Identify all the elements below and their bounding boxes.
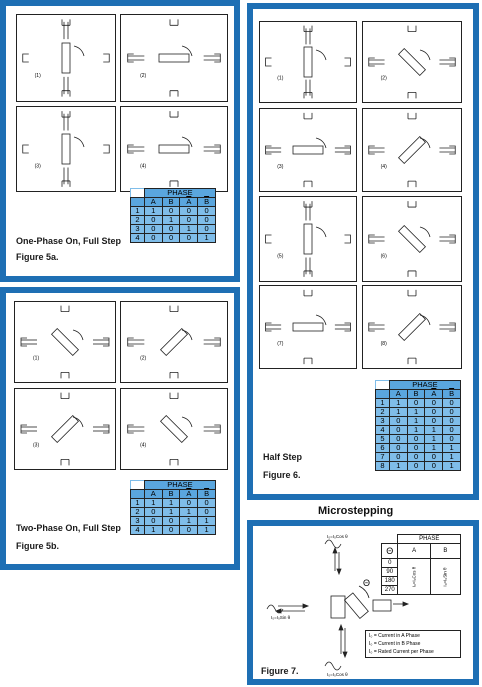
stator-pole-left [369,235,375,243]
fig6-cell-5 [259,196,357,282]
micro-table-header: PHASE [398,535,461,544]
micro-angle-180: 180 [382,577,398,586]
rotor-bar [293,323,323,331]
label-top-current: I₀=I₀Cos θ [327,534,348,539]
motor-diagram [260,109,356,191]
fig5b-cell-1 [14,301,116,383]
phase-cell: 0 [162,207,180,216]
figure-7-inner [253,526,473,679]
micro-legend-box [365,630,461,658]
figure-6-inner [253,9,473,494]
motor-diagram [121,15,227,101]
stator-pole-right [103,145,109,153]
phase-cell: 1 [376,399,390,408]
micro-col-a-formula: I₀=I₀Cos θ [411,566,417,587]
stator-pole-bottom [62,91,70,97]
phase-cell: 1 [162,508,180,517]
stator-pole-left [266,146,272,154]
fig6-cell-4 [362,108,462,192]
phase-header: PHASE [389,381,460,390]
rotation-arrow [73,330,83,340]
phase-col-0: A [144,198,162,207]
stator-pole-bottom [304,181,312,187]
fig7-caption: Figure 7. [261,666,299,676]
rotor-bar [344,593,368,618]
phase-col-1: B [162,198,180,207]
phase-cell: 0 [389,435,407,444]
fig5a-cell-1 [16,14,116,102]
phase-cell: 8 [376,462,390,471]
fig6-cell-1 [259,21,357,103]
stator-pole-right [214,145,220,153]
step-label: (8) [380,341,387,348]
stator-pole-right [344,146,350,154]
phase-cell: 0 [180,526,198,535]
phase-cell: 0 [443,435,461,444]
stator-pole-right [449,58,455,66]
step-label: (2) [380,75,387,82]
phase-cell: 0 [407,462,425,471]
micro-legend-a: I₀ = Current in A Phase [369,633,420,639]
phase-cell: 0 [162,517,180,526]
phase-cell: 1 [443,444,461,453]
stator-pole-top [170,19,178,25]
rotor-bar [159,145,189,153]
phase-cell: 2 [376,408,390,417]
phase-cell: 0 [407,453,425,462]
phase-cell: 6 [376,444,390,453]
step-label: (3) [34,163,41,170]
rotation-arrow [420,227,430,237]
fig5a-caption-figure: Figure 5a. [16,252,59,262]
stator-pole-left [21,425,27,433]
stator-pole-bottom [408,181,416,187]
motor-diagram [15,389,115,469]
phase-cell: 0 [144,216,162,225]
stator-pole-right [344,58,350,66]
stator-pole-bottom [61,372,69,378]
stator-pole-left [266,58,272,66]
stator-pole-right [103,425,109,433]
stator-pole-top [170,306,178,312]
phase-header: PHASE [144,481,215,490]
phase-col-3: $\overline{B}$ [198,490,216,499]
rotor-bar [62,134,70,164]
rotation-arrow [316,315,326,325]
phase-cell: 0 [425,462,443,471]
stator-pole-bottom [408,92,416,98]
stator-pole-bottom [170,372,178,378]
step-label: (3) [33,442,40,449]
phase-cell: 1 [198,517,216,526]
phase-cell: 1 [443,453,461,462]
phase-cell: 1 [389,399,407,408]
phase-cell: 4 [131,234,145,243]
step-label: (5) [277,253,284,260]
rotation-arrow [316,138,326,148]
figure-5b-inner [6,293,234,564]
motor-diagram [260,197,356,281]
phase-cell: 0 [425,408,443,417]
stator-pole-top [304,290,312,296]
stator-pole-top [304,113,312,119]
phase-cell: 0 [180,234,198,243]
phase-col-3: $\overline{B}$ [443,390,461,399]
stator-pole-top [408,113,416,119]
stator-pole-bottom [408,358,416,364]
rotation-arrow [74,46,84,56]
stator-pole-right [449,323,455,331]
phase-cell: 3 [131,517,145,526]
phase-header: PHASE [144,189,215,198]
fig5b-caption-figure: Figure 5b. [16,541,60,551]
stator-pole-bottom [304,271,312,277]
phase-cell: 7 [376,453,390,462]
rotor-bar [399,314,426,341]
stator-pole-bottom [170,91,178,97]
phase-cell: 2 [131,216,145,225]
rotor-bar [399,226,426,253]
rotation-arrow [182,46,192,56]
rotor-bar [293,146,323,154]
fig5b-phase-table [130,480,216,535]
stator-pole-top [304,26,312,32]
rotor-bar [161,416,188,443]
fig5a-cell-3 [16,106,116,192]
phase-cell: 1 [131,499,145,508]
fig6-caption-figure: Figure 6. [263,470,301,480]
stator-pole-left [128,145,134,153]
motor-diagram [17,107,115,191]
stator-pole-right [449,146,455,154]
phase-cell: 0 [407,444,425,453]
figure-5a-inner [6,6,234,276]
micro-legend-rated: I₀ = Rated Current per Phase [369,649,434,655]
stator-pole-right [344,235,350,243]
phase-cell: 3 [376,417,390,426]
phase-cell: 1 [407,426,425,435]
rotation-arrow [182,137,192,147]
motor-diagram [121,302,227,382]
stator-pole-top [170,393,178,399]
phase-cell: 0 [389,453,407,462]
figure-6-panel [247,3,479,500]
phase-cell: 1 [131,207,145,216]
fig5a-cell-4 [120,106,228,192]
rotor-bar [62,43,70,73]
micro-angle-270: 270 [382,586,398,595]
fig6-cell-6 [362,196,462,282]
stator-pole-left [266,235,272,243]
stator-pole-bottom [170,181,178,187]
stator-pole-right [214,54,220,62]
step-label: (3) [277,164,284,171]
phase-cell: 4 [376,426,390,435]
rotor-bar [399,49,426,76]
figure-7-panel [247,520,479,685]
rotor-bar [159,54,189,62]
phase-cell: 1 [144,207,162,216]
rotor-bar [161,329,188,356]
fig6-cell-3 [259,108,357,192]
step-label: (2) [140,355,147,362]
stator-pole-left [369,146,375,154]
phase-cell: 0 [407,399,425,408]
stator-pole-bottom [61,459,69,465]
stator-pole-top [62,19,70,25]
stator-pole-right [344,323,350,331]
phase-cell: 0 [198,216,216,225]
phase-cell: 0 [198,207,216,216]
phase-cell: 1 [425,444,443,453]
motor-diagram [15,302,115,382]
stator-pole-left [128,425,134,433]
phase-cell: 1 [180,225,198,234]
rotation-arrow [74,137,84,147]
micro-table-col-a: A [398,544,430,559]
phase-col-0: A [389,390,407,399]
micro-table-theta: Θ [382,544,398,559]
stator-pole-top [62,111,70,117]
rotor-bar [52,416,79,443]
phase-col-0: A [144,490,162,499]
stator-pole-left [128,338,134,346]
fig6-cell-8 [362,285,462,369]
phase-cell: 0 [180,216,198,225]
phase-cell: 1 [198,234,216,243]
stator-pole-right [449,235,455,243]
fig6-caption-mode: Half Step [263,452,303,462]
phase-cell: 0 [198,225,216,234]
phase-cell: 4 [131,526,145,535]
stator-pole-bottom [304,358,312,364]
motor-diagram [363,197,461,281]
rotation-arrow [420,50,430,60]
phase-cell: 0 [180,499,198,508]
stator-pole-left [128,54,134,62]
phase-cell: 5 [376,435,390,444]
rotor-bar [399,137,426,164]
motor-diagram [260,22,356,102]
phase-cell: 0 [144,517,162,526]
phase-cell: 0 [162,526,180,535]
rotation-arrow [182,417,192,427]
phase-cell: 1 [407,408,425,417]
phase-cell: 0 [425,417,443,426]
stator-pole-top [170,111,178,117]
fig6-phase-table [375,380,461,471]
phase-cell: 3 [131,225,145,234]
stator-pole-top [408,290,416,296]
phase-cell: 0 [443,408,461,417]
phase-cell: 0 [162,234,180,243]
stator-pole-bottom [170,459,178,465]
theta-symbol: Θ [363,578,371,588]
label-left-current: I₀=I₀Sin θ [271,615,291,620]
phase-cell: 1 [389,462,407,471]
phase-cell: 0 [443,399,461,408]
fig5b-cell-3 [14,388,116,470]
stator-pole-left [369,323,375,331]
stator-pole-top [61,393,69,399]
fig5b-cell-4 [120,388,228,470]
stator-pole-left [23,54,29,62]
motor-diagram [363,22,461,102]
microstepping-title: Microstepping [318,505,394,517]
phase-cell: 0 [144,508,162,517]
phase-cell: 2 [131,508,145,517]
motor-diagram [363,286,461,368]
phase-cell: 0 [198,508,216,517]
phase-cell: 0 [180,207,198,216]
step-label: (7) [277,341,284,348]
phase-cell: 0 [443,417,461,426]
step-label: (4) [140,163,147,170]
phase-cell: 1 [198,526,216,535]
phase-cell: 1 [407,417,425,426]
phase-cell: 1 [144,499,162,508]
phase-cell: 1 [162,499,180,508]
fig6-cell-7 [259,285,357,369]
phase-col-2: $\overline{A}$ [180,490,198,499]
stator-pole-left [331,596,345,618]
step-label: (1) [34,72,41,79]
stator-pole-top [408,26,416,32]
phase-col-2: $\overline{A}$ [180,198,198,207]
stator-pole-bottom [408,271,416,277]
rotation-arrow [316,50,326,60]
phase-col-1: B [162,490,180,499]
phase-cell: 0 [389,417,407,426]
phase-cell: 0 [389,426,407,435]
stator-pole-bottom [62,181,70,187]
stator-pole-left [23,145,29,153]
micro-legend-b: I₀ = Current in B Phase [369,641,421,647]
micro-col-b-formula: I₀=I₀Sin θ [442,566,448,587]
phase-cell: 1 [144,526,162,535]
phase-cell: 0 [198,499,216,508]
stator-pole-right [103,338,109,346]
label-bottom-current: I₀=I₀Cos θ [327,672,348,677]
phase-cell: 0 [407,435,425,444]
phase-col-2: $\overline{A}$ [425,390,443,399]
stator-pole-bottom [304,92,312,98]
fig5b-caption-mode: Two-Phase On, Full Step [16,523,121,533]
phase-cell: 0 [425,453,443,462]
fig5a-caption-mode: One-Phase On, Full Step [16,236,122,246]
phase-cell: 1 [180,517,198,526]
phase-cell: 0 [144,225,162,234]
fig5b-cell-2 [120,301,228,383]
stator-pole-left [369,58,375,66]
step-label: (4) [140,442,147,449]
micro-table-col-b: B [430,544,460,559]
stator-pole-right [214,425,220,433]
step-label: (1) [277,75,284,82]
phase-col-1: B [407,390,425,399]
stator-pole-top [304,201,312,207]
stator-pole-right [103,54,109,62]
fig5a-phase-table [130,188,216,243]
stator-pole-top [61,306,69,312]
rotation-arrow [316,227,326,237]
fig5a-cell-2 [120,14,228,102]
micro-angle-0: 0 [382,559,398,568]
figure-5b-panel [0,287,240,570]
step-label: (1) [33,355,40,362]
phase-cell: 0 [162,225,180,234]
stator-pole-right [214,338,220,346]
rotor-bar [304,47,312,77]
step-label: (4) [380,164,387,171]
stator-pole-left [266,323,272,331]
step-label: (2) [140,72,147,79]
motor-diagram [363,109,461,191]
phase-cell: 0 [389,444,407,453]
stator-pole-top [408,201,416,207]
phase-cell: 0 [425,399,443,408]
phase-col-3: $\overline{B}$ [198,198,216,207]
phase-cell: 0 [443,426,461,435]
fig6-cell-2 [362,21,462,103]
rotor-bar [304,224,312,254]
microstep-phase-table [381,534,461,595]
motor-diagram [17,15,115,101]
step-label: (6) [380,253,387,260]
phase-cell: 0 [144,234,162,243]
phase-cell: 1 [425,426,443,435]
motor-diagram [121,107,227,191]
phase-cell: 1 [443,462,461,471]
motor-diagram [260,286,356,368]
motor-diagram [121,389,227,469]
phase-cell: 1 [180,508,198,517]
micro-angle-90: 90 [382,568,398,577]
stator-pole-left [21,338,27,346]
phase-cell: 1 [389,408,407,417]
phase-cell: 1 [425,435,443,444]
phase-cell: 1 [162,216,180,225]
figure-5a-panel [0,0,240,282]
rotor-bar [52,329,79,356]
